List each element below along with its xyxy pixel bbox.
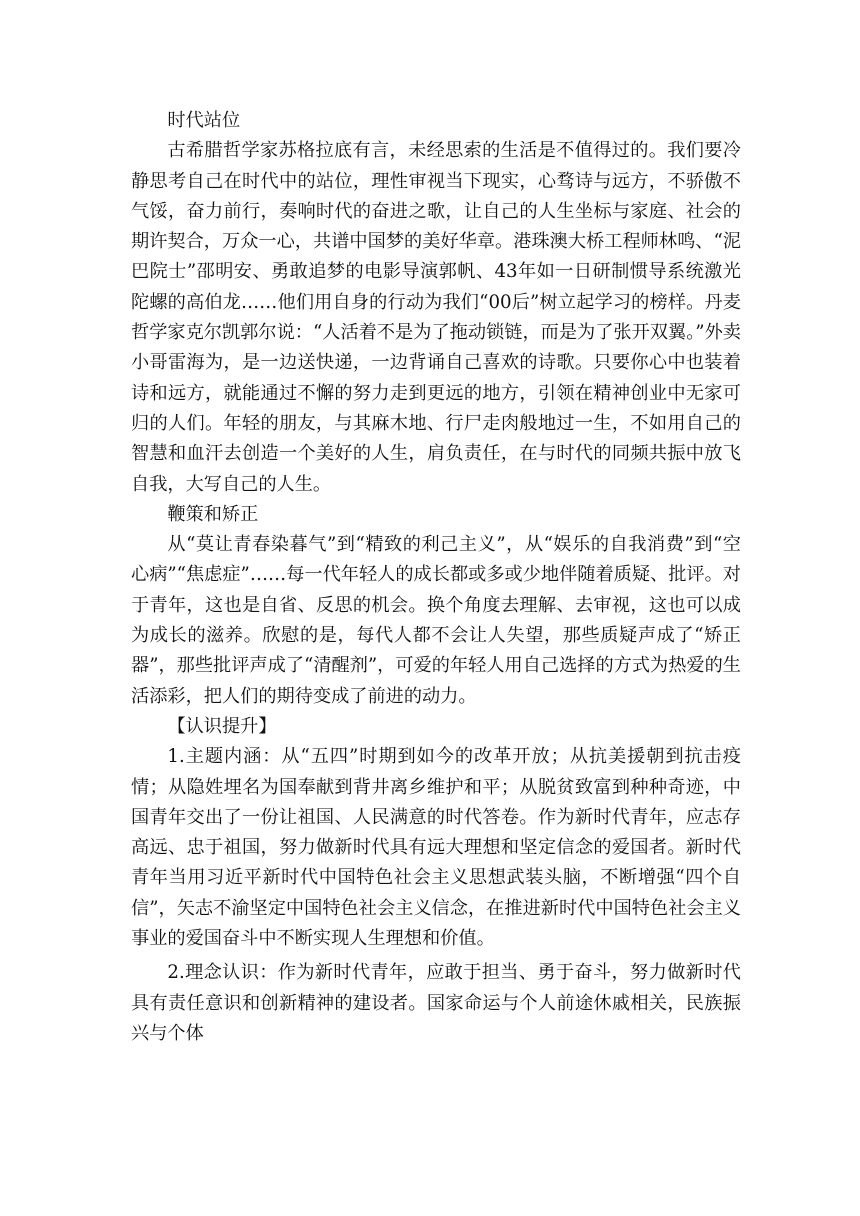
- paragraph-theme-connotation: 1.主题内涵：从“五四”时期到如今的改革开放；从抗美援朝到抗击疫情；从隐姓埋名为国奉献到背井离乡维护和平；从脱贫致富到种种奇迹，中国青年交出了一份让祖国、人民满意的时代答卷。作为新时代青年，应志存高远、忠于祖国，努力做新时代具有远大理想和坚定信念的爱国者。新时代青年当用习近平新时代中国特色社会主义思想武装头脑，不断增强“四个自信”，矢志不渝坚定中国特色社会主义信念，在推进新时代中国特色社会主义事业的爱国奋斗中不断实现人生理想和价值。: [131, 746, 741, 950]
- section-heading-spur-and-correction: 鞭策和矫正: [167, 503, 259, 525]
- section-heading-understanding: 【认识提升】: [167, 715, 277, 737]
- document-page: [131, 106, 741, 1049]
- section-heading-era-position: 时代站位: [167, 110, 241, 131]
- paragraph-spur-and-correction: 从“莫让青春染暮气”到“精致的利己主义”，从“娱乐的自我消费”到“空心病”“焦虑症”……每一代年轻人的成长都或多或少地伴随着质疑、批评。对于青年，这也是自省、反思的机会。换个角度去理解、去审视，这也可以成为成长的滋养。欣慰的是，每代人都不会让人失望，那些质疑声成了“矫正器”，那些批评声成了“清醒剂”，可爱的年轻人用自己选择的方式为热爱的生活添彩，把人们的期待变成了前进的动力。: [131, 534, 741, 707]
- paragraph-concept-understanding: 2.理念认识：作为新时代青年，应敢于担当、勇于奋斗，努力做新时代具有责任意识和创新精神的建设者。国家命运与个人前途休戚相关，民族振兴与个体: [131, 962, 741, 1044]
- paragraph-era-position: 古希腊哲学家苏格拉底有言，未经思索的生活是不值得过的。我们要冷静思考自己在时代中的站位，理性审视当下现实，心骛诗与远方，不骄傲不气馁，奋力前行，奏响时代的奋进之歌，让自己的人生坐标与家庭、社会的期许契合，万众一心，共谱中国梦的美好华章。港珠澳大桥工程师林鸣、“泥巴院士”邵明安、勇敢追梦的电影导演郭帆、43年如一日研制惯导系统激光陀螺的高伯龙……他们用自身的行动为我们“00后”树立起学习的榜样。丹麦哲学家克尔凯郭尔说：“人活着不是为了拖动锁链，而是为了张开双翼。”外卖小哥雷海为，是一边送快递，一边背诵自己喜欢的诗歌。只要你心中也装着诗和远方，就能通过不懈的努力走到更远的地方，引领在精神创业中无家可归的人们。年轻的朋友，与其麻木地、行尸走肉般地过一生，不如用自己的智慧和血汗去创造一个美好的人生，肩负责任，在与时代的同频共振中放飞自我，大写自己的人生。: [131, 140, 741, 495]
